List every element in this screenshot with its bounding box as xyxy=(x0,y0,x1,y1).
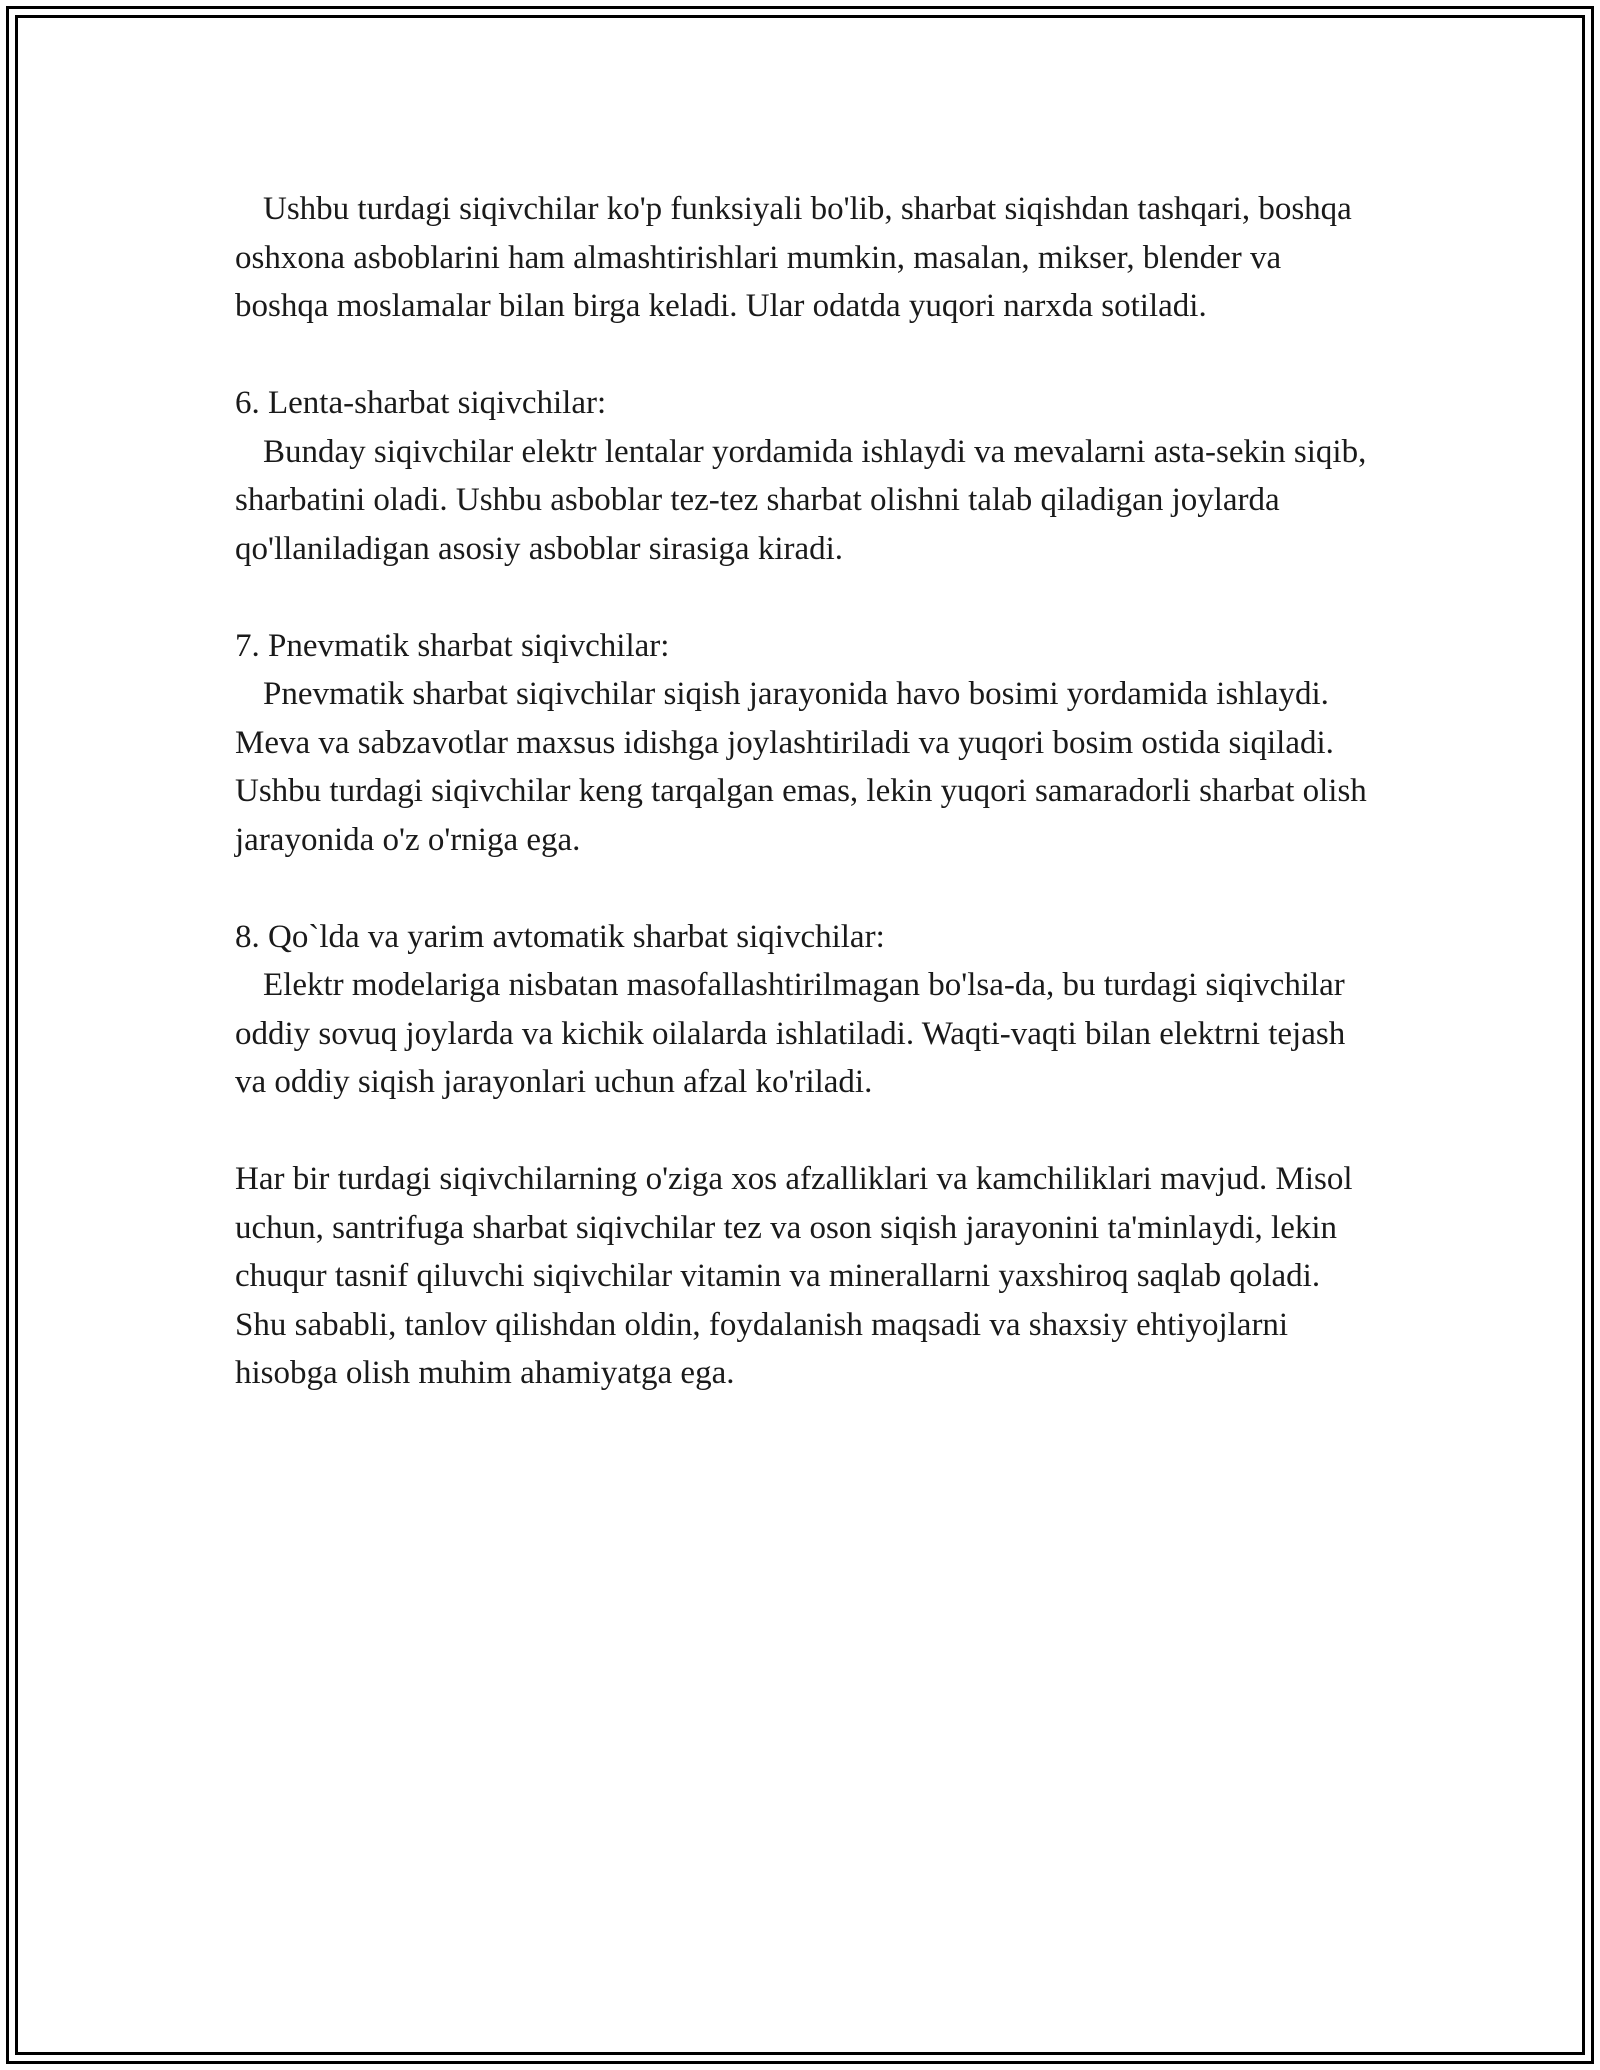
section-8-text: Elektr modelariga nisbatan masofallashtirilmagan bo'lsa-da, bu turdagi siqivchilar oddiy sovuq joylarda va kichik oilalarda ishlatiladi. Waqti-vaqti bilan elektrni tejash va oddiy siqish jarayonlari uchun afzal ko'riladi. xyxy=(235,967,1346,1100)
section-6-heading: 6. Lenta-sharbat siqivchilar: xyxy=(235,385,607,421)
section-6 xyxy=(235,379,1375,573)
conclusion-paragraph: Har bir turdagi siqivchilarning o'ziga xos afzalliklari va kamchiliklari mavjud. Misol uchun, santrifuga sharbat siqivchilar tez va oson siqish jarayonini ta'minlaydi, lekin chuqur tasnif qiluvchi siqivchilar vitamin va minerallarni yaxshiroq saqlab qoladi. Shu sababli, tanlov qilishdan oldin, foydalanish maqsadi va shaxsiy ehtiyojlarni hisobga olish muhim ahamiyatga ega. xyxy=(235,1161,1353,1391)
intro-paragraph xyxy=(235,185,1375,331)
intro-text: Ushbu turdagi siqivchilar ko'p funksiyali bo'lib, sharbat siqishdan tashqari, boshqa oshxona asboblarini ham almashtirishlari mumkin, masalan, mikser, blender va boshqa moslamalar bilan birga keladi. Ular odatda yuqori narxda sotiladi. xyxy=(235,191,1352,324)
section-6-text: Bunday siqivchilar elektr lentalar yordamida ishlaydi va mevalarni asta-sekin siqib, sharbatini oladi. Ushbu asboblar tez-tez sharbat olishni talab qiladigan joylarda qo'llaniladigan asosiy asboblar sirasiga kiradi. xyxy=(235,433,1367,567)
section-7-text: Pnevmatik sharbat siqivchilar siqish jarayonida havo bosimi yordamida ishlaydi. Meva va sabzavotlar maxsus idishga joylashtiriladi va yuqori bosim ostida siqiladi. Ushbu turdagi siqivchilar keng tarqalgan emas, lekin yuqori samaradorli sharbat olish jarayonida o'z o'rniga ega. xyxy=(235,676,1367,858)
section-7 xyxy=(235,622,1375,865)
document-body xyxy=(235,185,1375,1446)
section-8-heading: 8. Qo`lda va yarim avtomatik sharbat siqivchilar: xyxy=(235,918,885,955)
section-8 xyxy=(235,913,1375,1107)
section-7-heading: 7. Pnevmatik sharbat siqivchilar: xyxy=(235,627,670,664)
